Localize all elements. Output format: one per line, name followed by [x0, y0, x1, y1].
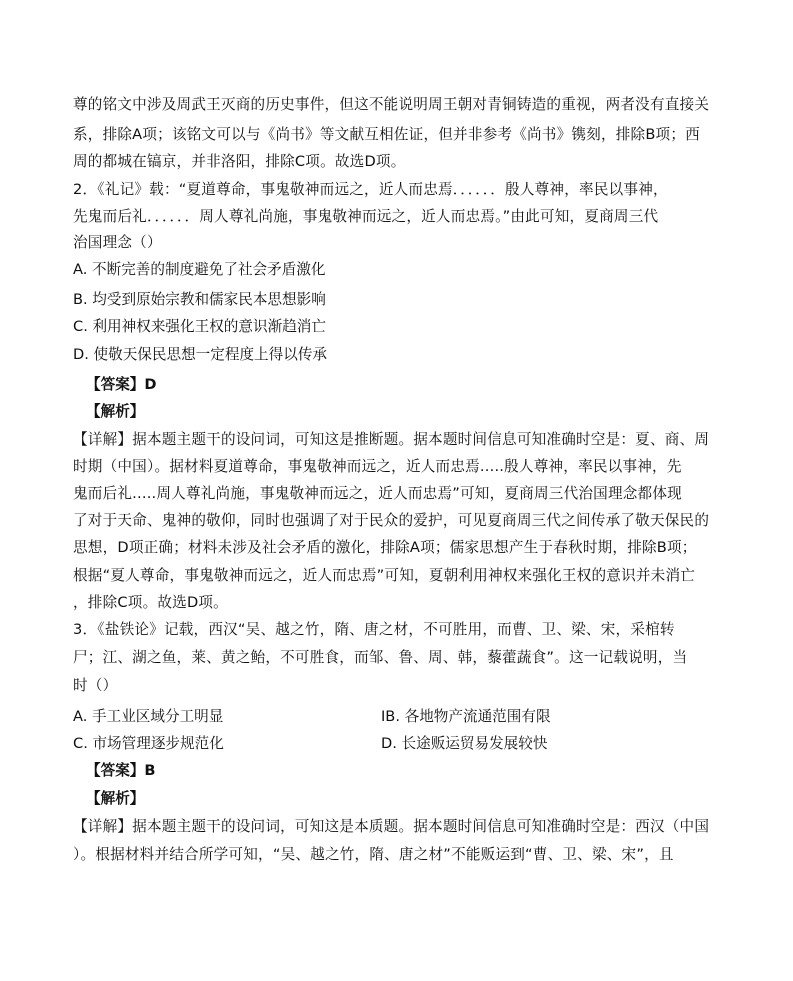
q3-stem-line: 时（）: [73, 677, 118, 694]
q3-option-b: IB. 各地物产流通范围有限: [381, 708, 551, 725]
q2-detail-line: 时期（中国）。据材料夏道尊命，事鬼敬神而远之，近人而忠焉.....殷人尊神，率民以事神，先: [73, 458, 682, 475]
q2-option-c: C. 利用神权来强化王权的意识渐趋消亡: [73, 318, 326, 335]
q2-detail-line: 根据“夏人尊命，事鬼敬神而远之，近人而忠焉”可知，夏朝利用神权来强化王权的意识并未消亡: [73, 567, 696, 584]
q2-detail-line: 【详解】据本题主题干的设问词，可知这是推断题。据本题时间信息可知准确时空是：夏、商、周: [73, 431, 710, 448]
q3-answer: 【答案】B: [86, 762, 156, 779]
q3-stem-line: 3．《盐铁论》记载，西汉“吴、越之竹，隋、唐之材，不可胜用，而曹、卫、梁、宋，采棺转: [73, 621, 675, 638]
q3-stem-line: 尸；江、湖之鱼，莱、黄之鲐，不可胜食，而邹、鲁、周、韩，藜藿蔬食”。这一记载说明，当: [73, 649, 688, 666]
q2-stem-line: 先鬼而后礼．．．．．．周人尊礼尚施，事鬼敬神而远之，近人而忠焉。”由此可知，夏商周三代: [73, 208, 659, 225]
q2-option-b: B. 均受到原始宗教和儒家民本思想影响: [73, 291, 326, 308]
q2-detail-line: ，排除C项。故选D项。: [73, 594, 228, 611]
q2-detail-line: 思想，D项正确；材料未涉及社会矛盾的激化，排除A项；儒家思想产生于春秋时期，排除B项；: [73, 539, 697, 556]
q3-detail-line: 【详解】据本题主题干的设问词，可知这是本质题。据本题时间信息可知准确时空是：西汉（中国: [73, 818, 710, 835]
q2-detail-line: 了对于天命、鬼神的敬仰，同时也强调了对于民众的爱护，可见夏商周三代之间传承了敬天保民的: [73, 512, 710, 529]
q2-stem-line: 治国理念（）: [73, 234, 162, 251]
q3-analysis-label: 【解析】: [86, 790, 145, 807]
q1-explanation-line: 尊的铭文中涉及周武王灭商的历史事件，但这不能说明周王朝对青铜铸造的重视，两者没有直接关: [73, 96, 710, 113]
q2-answer: 【答案】D: [86, 376, 157, 393]
q3-detail-line: ）。根据材料并结合所学可知，“吴、越之竹，隋、唐之材”不能贩运到“曹、卫、梁、宋”，且: [73, 846, 674, 863]
q1-explanation-line: 系，排除A项；该铭文可以与《尚书》等文献互相佐证，但并非参考《尚书》镌刻，排除B项；西: [73, 126, 700, 143]
q1-explanation-line: 周的都城在镐京，并非洛阳，排除C项。故选D项。: [73, 153, 406, 170]
q3-option-c: C. 市场管理逐步规范化: [73, 735, 224, 752]
q2-stem-line: 2．《礼记》载：“夏道尊命，事鬼敬神而远之，近人而忠焉．．．．．．殷人尊神，率民以事神，: [73, 181, 668, 198]
q2-option-a: A. 不断完善的制度避免了社会矛盾激化: [73, 261, 326, 278]
q3-option-a: A. 手工业区域分工明显: [73, 708, 224, 725]
q2-detail-line: 鬼而后礼.....周人尊礼尚施，事鬼敬神而远之，近人而忠焉”可知，夏商周三代治国理念都体现: [73, 485, 682, 502]
q2-analysis-label: 【解析】: [86, 403, 145, 420]
q2-option-d: D. 使敬天保民思想一定程度上得以传承: [73, 346, 328, 363]
q3-option-d: D. 长途贩运贸易发展较快: [381, 735, 548, 752]
